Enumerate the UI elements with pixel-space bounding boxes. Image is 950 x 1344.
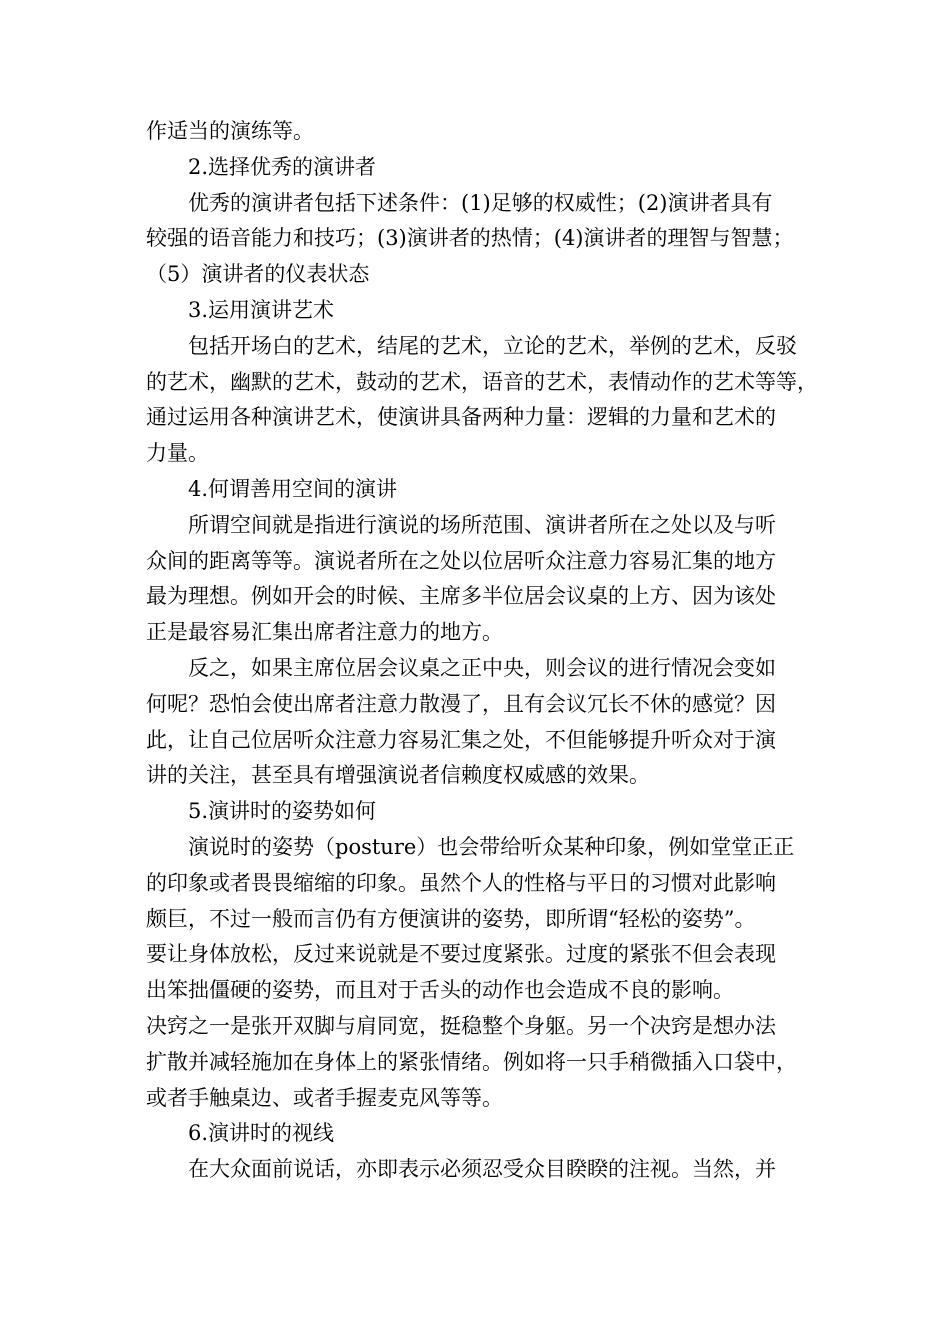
paragraph-line: 要让身体放松，反过来说就是不要过度紧张。过度的紧张不但会表现 <box>146 942 776 967</box>
paragraph-line: 的印象或者畏畏缩缩的印象。虽然个人的性格与平日的习惯对此影响 <box>146 870 776 895</box>
paragraph-line: 此，让自己位居听众注意力容易汇集之处，不但能够提升听众对于演 <box>146 727 776 752</box>
section-heading-4: 4.何谓善用空间的演讲 <box>188 476 398 501</box>
paragraph-line: 扩散并减轻施加在身体上的紧张情绪。例如将一只手稍微插入口袋中， <box>146 1049 797 1074</box>
paragraph-line: 或者手触桌边、或者手握麦克风等等。 <box>146 1085 503 1110</box>
paragraph-line: 作适当的演练等。 <box>146 119 314 143</box>
paragraph-line: 众间的距离等等。演说者所在之处以位居听众注意力容易汇集的地方 <box>146 548 776 573</box>
section-heading-5: 5.演讲时的姿势如何 <box>188 799 377 824</box>
paragraph-line: 力量。 <box>146 441 209 466</box>
paragraph-line: 通过运用各种演讲艺术，使演讲具备两种力量：逻辑的力量和艺术的 <box>146 405 776 430</box>
paragraph-line: 讲的关注，甚至具有增强演说者信赖度权威感的效果。 <box>146 763 650 788</box>
paragraph-line: （5）演讲者的仪表状态 <box>146 262 370 287</box>
section-heading-2: 2.选择优秀的演讲者 <box>188 154 377 179</box>
paragraph-line: 演说时的姿势（posture）也会带给听众某种印象，例如堂堂正正 <box>188 834 795 859</box>
section-heading-6: 6.演讲时的视线 <box>188 1121 335 1146</box>
paragraph-line: 优秀的演讲者包括下述条件：(1)足够的权威性；(2)演讲者具有 <box>188 190 773 215</box>
section-heading-3: 3.运用演讲艺术 <box>188 297 335 322</box>
paragraph-line: 何呢？恐怕会使出席者注意力散漫了，且有会议冗长不休的感觉？因 <box>146 691 776 716</box>
paragraph-line: 在大众面前说话，亦即表示必须忍受众目睽睽的注视。当然，并 <box>188 1157 776 1182</box>
paragraph-line: 颇巨，不过一般而言仍有方便演讲的姿势，即所谓“轻松的姿势”。 <box>146 906 756 931</box>
document-page <box>146 114 818 1188</box>
paragraph-line: 较强的语音能力和技巧；(3)演讲者的热情；(4)演讲者的理智与智慧； <box>146 226 794 251</box>
paragraph-line: 包括开场白的艺术，结尾的艺术，立论的艺术，举例的艺术，反驳 <box>188 333 797 358</box>
paragraph-line: 出笨拙僵硬的姿势，而且对于舌头的动作也会造成不良的影响。 <box>146 978 734 1003</box>
paragraph-line: 反之，如果主席位居会议桌之正中央，则会议的进行情况会变如 <box>188 655 776 680</box>
paragraph-line: 的艺术，幽默的艺术，鼓动的艺术，语音的艺术，表情动作的艺术等等， <box>146 369 818 394</box>
paragraph-line: 正是最容易汇集出席者注意力的地方。 <box>146 620 503 645</box>
paragraph-line: 所谓空间就是指进行演说的场所范围、演讲者所在之处以及与听 <box>188 512 776 537</box>
paragraph-line: 最为理想。例如开会的时候、主席多半位居会议桌的上方、因为该处 <box>146 584 776 609</box>
paragraph-line: 决窍之一是张开双脚与肩同宽，挺稳整个身躯。另一个决窍是想办法 <box>146 1013 776 1038</box>
